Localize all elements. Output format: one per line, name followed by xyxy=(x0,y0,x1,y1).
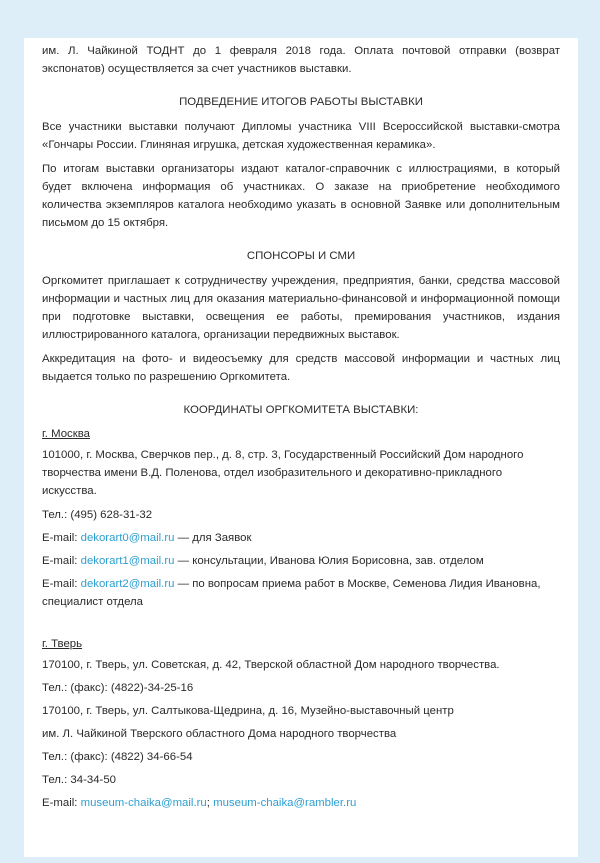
results-paragraph-1: Все участники выставки получают Дипломы участника VIII Всероссийской выставки-смотра «Гончары России. Глиняная игрушка, детская художественная керамика». xyxy=(42,121,560,151)
moscow-phone: Тел.: (495) 628-31-32 xyxy=(42,509,153,521)
email-link-rambler[interactable]: museum-chaika@rambler.ru xyxy=(213,797,357,809)
email-link[interactable]: dekorart2@mail.ru xyxy=(80,578,175,590)
tver-address-1: 170100, г. Тверь, ул. Советская, д. 42, Тверской областной Дом народного творчества. xyxy=(42,659,500,671)
email-label: E-mail: xyxy=(42,555,81,567)
sponsors-paragraph-1: Оргкомитет приглашает к сотрудничеству учреждения, предприятия, банки, средства массовой информации и частных лиц для оказания материально-финансовой и информационной помощи при подготовке выставки, освещения ее работы, премирования участников, издания иллюстрированного каталога, организации передвижных выставок. xyxy=(42,275,560,341)
email-note: — консультации, Иванова Юлия Борисовна, зав. отделом xyxy=(174,555,484,567)
email-label: E-mail: xyxy=(42,797,81,809)
email-label: E-mail: xyxy=(42,532,81,544)
results-paragraph-2: По итогам выставки организаторы издают каталог-справочник с иллюстрациями, в который будет включена информация об участниках. О заказе на приобретение необходимого количества экземпляров каталога необходимо указать в основной Заявке или дополнительным письмом до 15 октября. xyxy=(42,163,560,229)
tver-address-2b: им. Л. Чайкиной Тверского областного Дома народного творчества xyxy=(42,728,397,740)
moscow-email-row-1 xyxy=(42,552,560,570)
sponsors-paragraph-2: Аккредитация на фото- и видеосъемку для средств массовой информации и частных лиц выдается только по разрешению Оргкомитета. xyxy=(42,353,560,383)
moscow-email-row-0 xyxy=(42,529,560,547)
tver-phone-2: Тел.: (факс): (4822) 34-66-54 xyxy=(42,751,193,763)
email-link-mail[interactable]: museum-chaika@mail.ru xyxy=(80,797,207,809)
tver-phone-1: Тел.: (факс): (4822)-34-25-16 xyxy=(42,682,194,694)
email-link[interactable]: dekorart1@mail.ru xyxy=(80,555,175,567)
section-spacer xyxy=(42,616,560,636)
intro-paragraph: им. Л. Чайкиной ТОДНТ до 1 февраля 2018 года. Оплата почтовой отправки (возврат экспонатов) осуществляется за счет участников выставки. xyxy=(42,45,560,75)
moscow-email-row-2 xyxy=(42,575,560,611)
moscow-city-label: г. Москва xyxy=(42,428,90,440)
tver-city-label: г. Тверь xyxy=(42,638,83,650)
tver-email-row xyxy=(42,794,560,812)
moscow-address: 101000, г. Москва, Сверчков пер., д. 8, стр. 3, Государственный Российский Дом народного творчества имени В.Д. Поленова, отдел изобразительного и декоративно-прикладного искусства. xyxy=(42,449,524,497)
tver-address-2a: 170100, г. Тверь, ул. Салтыкова-Щедрина, д. 16, Музейно-выставочный центр xyxy=(42,705,454,717)
document-card xyxy=(24,38,578,857)
tver-phone-3: Тел.: 34-34-50 xyxy=(42,774,117,786)
sponsors-heading: СПОНСОРЫ И СМИ xyxy=(246,250,356,262)
email-label: E-mail: xyxy=(42,578,81,590)
email-separator: ; xyxy=(206,797,214,809)
contacts-heading: КООРДИНАТЫ ОРГКОМИТЕТА ВЫСТАВКИ: xyxy=(183,404,419,416)
email-note: — по вопросам приема работ в Москве, Семенова Лидия Ивановна, специалист отдела xyxy=(42,578,541,608)
email-note: — для Заявок xyxy=(174,532,252,544)
email-link[interactable]: dekorart0@mail.ru xyxy=(80,532,175,544)
results-heading: ПОДВЕДЕНИЕ ИТОГОВ РАБОТЫ ВЫСТАВКИ xyxy=(179,96,423,108)
